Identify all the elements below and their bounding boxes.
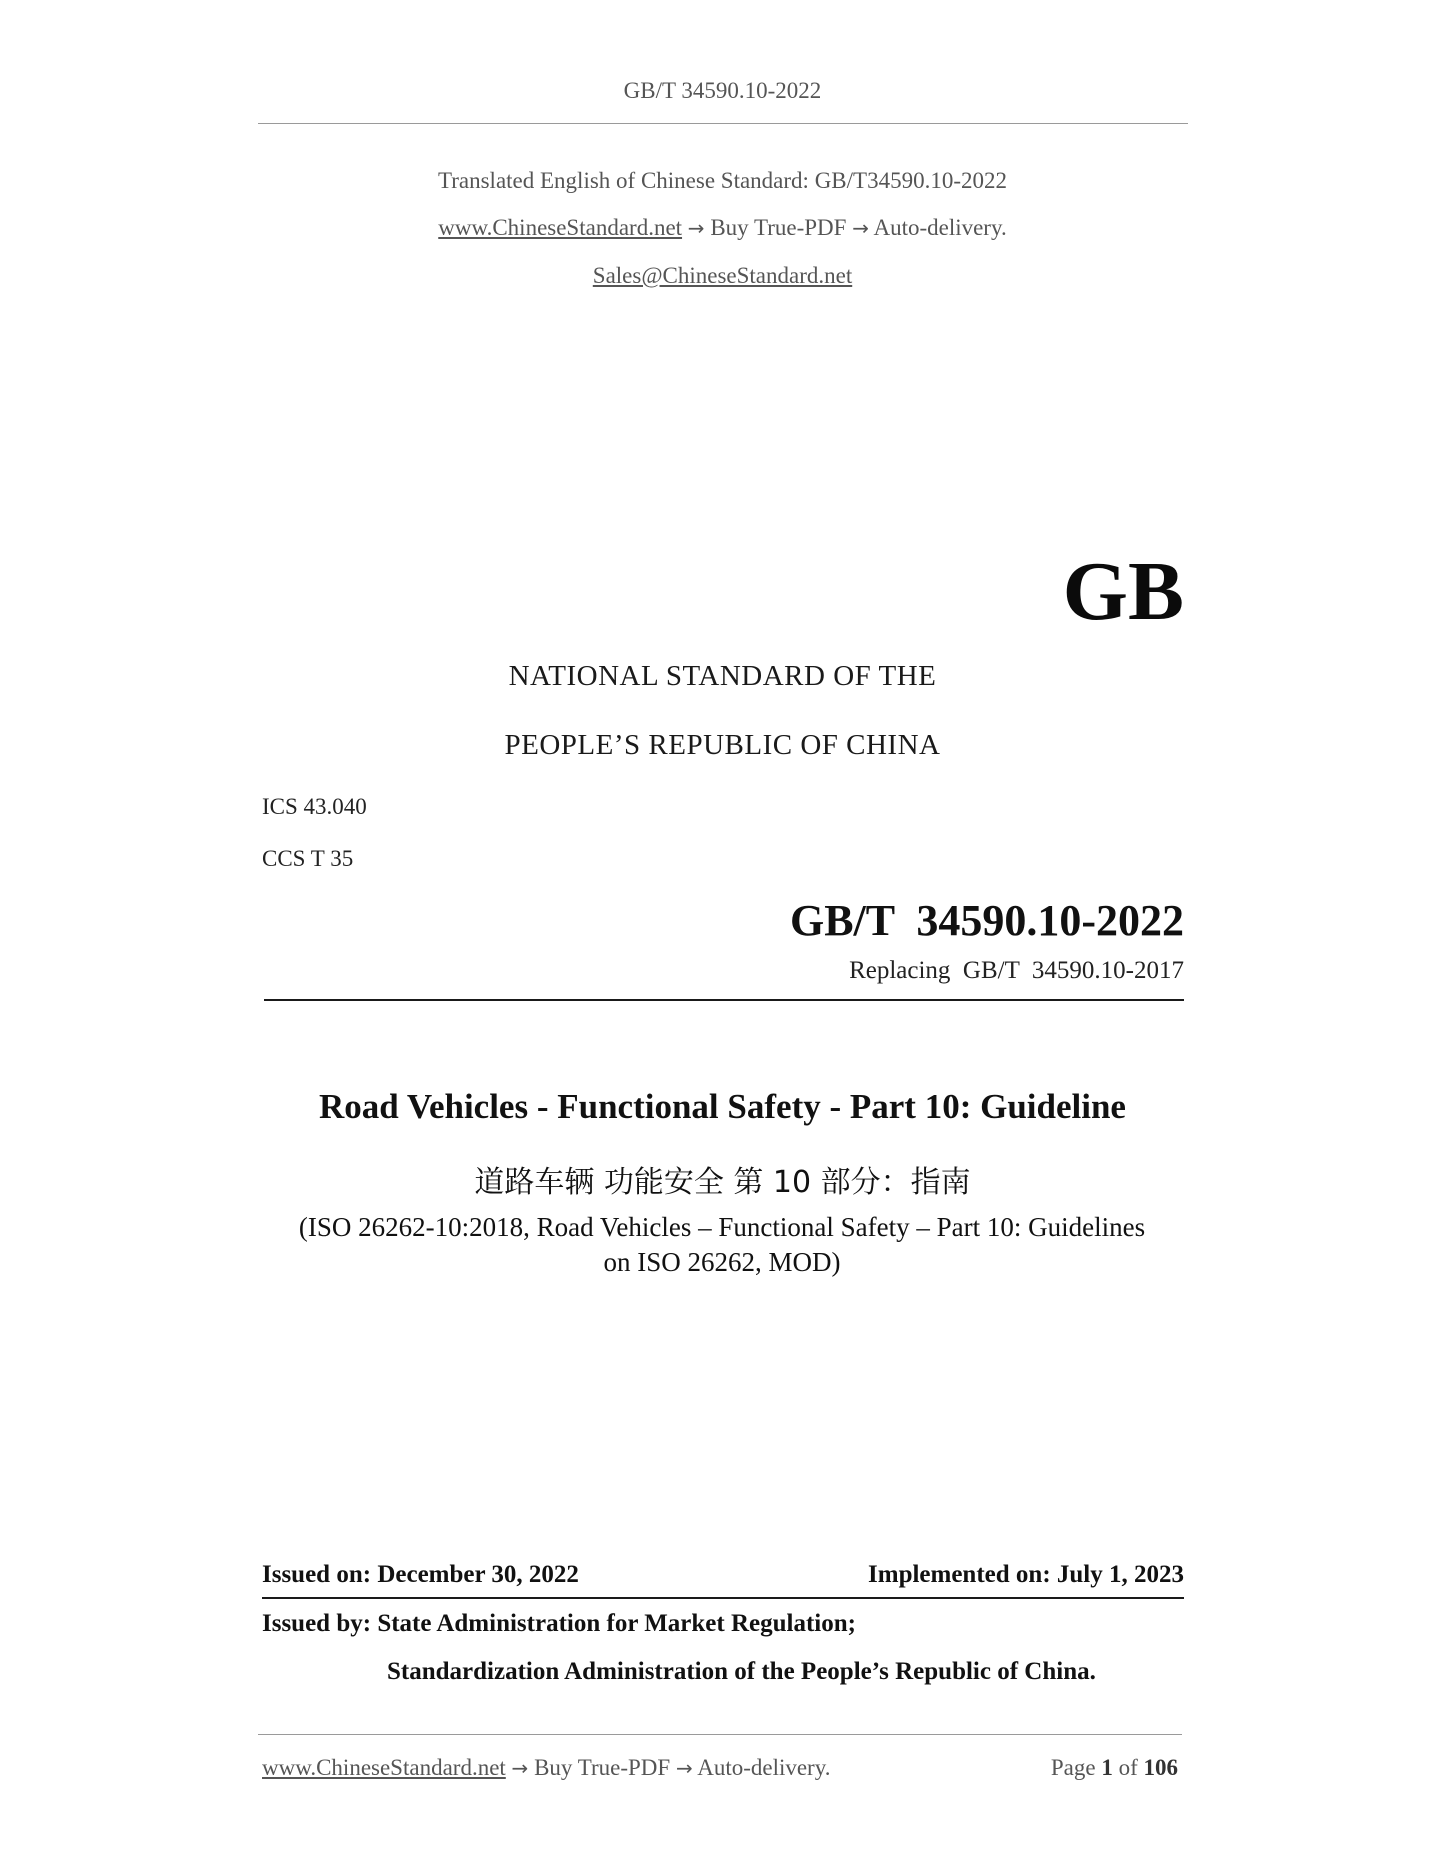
- footer-promo: [262, 1755, 830, 1781]
- promo-line: [0, 215, 1445, 241]
- national-standard-title-line2: PEOPLE’S REPUBLIC OF CHINA: [504, 729, 941, 761]
- gb-logo-mark: GB: [1062, 545, 1184, 638]
- email-line: [0, 263, 1445, 289]
- iso-reference-line2: on ISO 26262, MOD): [603, 1247, 841, 1277]
- ccs-code: CCS T 35: [262, 846, 354, 871]
- document-title: Road Vehicles - Functional Safety - Part 10: Guideline: [319, 1087, 1126, 1126]
- footer-delivery-text: Auto-delivery.: [697, 1755, 831, 1780]
- page-indicator: [1051, 1755, 1178, 1781]
- footer-buy-text: Buy True-PDF: [534, 1755, 671, 1780]
- implemented-on-date: Implemented on: July 1, 2023: [868, 1561, 1184, 1588]
- replacing-standard: Replacing GB/T 34590.10-2017: [849, 957, 1184, 984]
- title-divider: [264, 999, 1184, 1001]
- footer-divider: [258, 1734, 1182, 1735]
- arrow-right-icon: →: [687, 216, 705, 240]
- of-label: of: [1118, 1755, 1138, 1780]
- arrow-right-icon: →: [675, 1756, 693, 1780]
- issuer-line2: Standardization Administration of the People’s Republic of China.: [387, 1658, 1096, 1685]
- issued-on-date: Issued on: December 30, 2022: [262, 1561, 579, 1588]
- footer-site-link[interactable]: www.ChineseStandard.net: [262, 1755, 506, 1780]
- auto-delivery-text: Auto-delivery.: [873, 215, 1007, 240]
- site-link[interactable]: www.ChineseStandard.net: [438, 215, 683, 240]
- issue-divider: [262, 1597, 1184, 1599]
- sales-email-link[interactable]: Sales@ChineseStandard.net: [592, 263, 853, 288]
- iso-reference: [262, 1210, 1182, 1280]
- page-label: Page: [1050, 1755, 1096, 1780]
- ics-code: ICS 43.040: [262, 794, 367, 819]
- translation-notice: Translated English of Chinese Standard: GB/T34590.10-2022: [438, 168, 1007, 193]
- page-number: 1: [1101, 1755, 1113, 1780]
- national-standard-title-line1: NATIONAL STANDARD OF THE: [508, 660, 937, 692]
- running-header: GB/T 34590.10-2022: [623, 78, 822, 103]
- arrow-right-icon: →: [511, 1756, 529, 1780]
- chinese-title: 道路车辆 功能安全 第 10 部分：指南: [474, 1165, 971, 1200]
- issuer-line1: Issued by: State Administration for Market Regulation;: [262, 1610, 856, 1637]
- buy-true-pdf-text: Buy True-PDF: [710, 215, 847, 240]
- standard-number: GB/T 34590.10-2022: [789, 896, 1184, 945]
- iso-reference-line1: (ISO 26262-10:2018, Road Vehicles – Functional Safety – Part 10: Guidelines: [298, 1212, 1146, 1242]
- header-divider: [258, 123, 1188, 124]
- arrow-right-icon: →: [852, 216, 869, 240]
- page-total: 106: [1143, 1755, 1178, 1780]
